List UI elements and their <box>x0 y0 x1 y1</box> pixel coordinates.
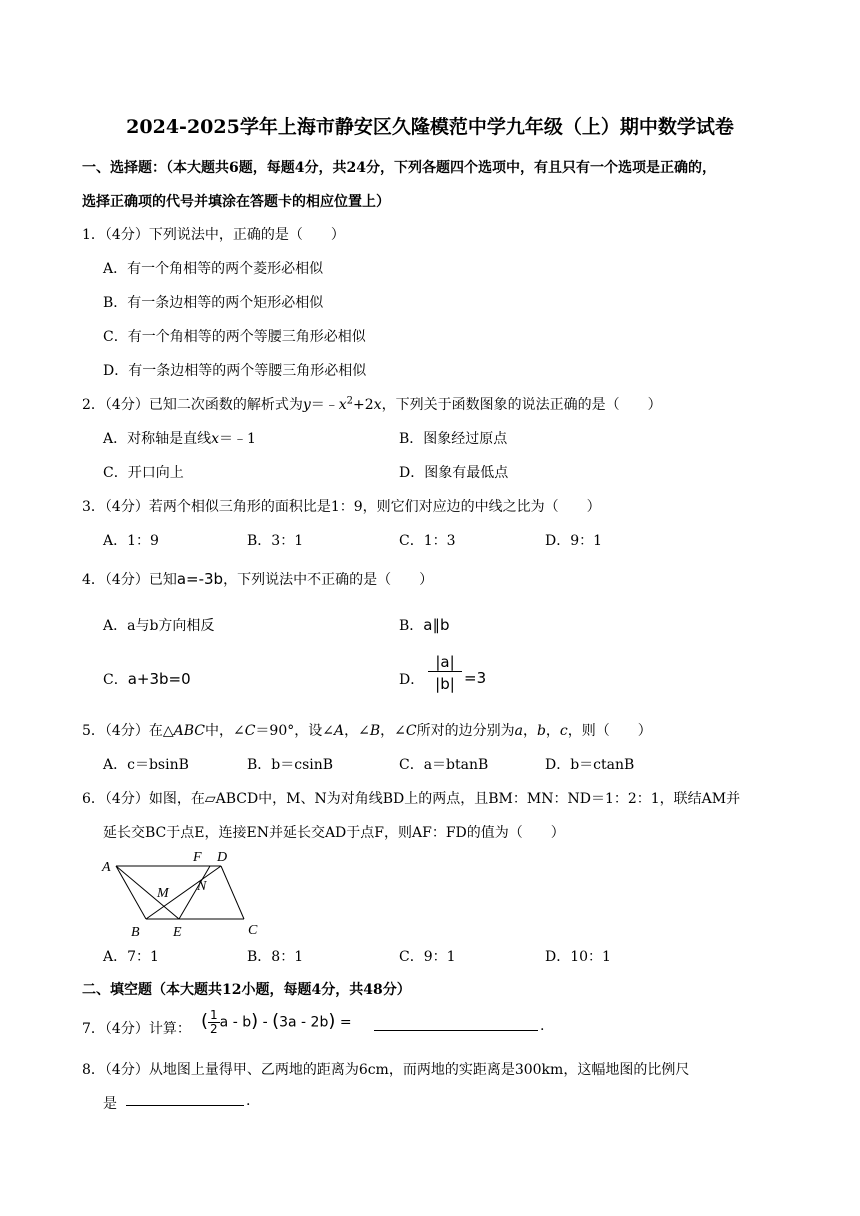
q6-option-a: A．7：1 <box>103 949 159 965</box>
q5-side-a: a <box>514 723 523 739</box>
q4-option-c <box>103 669 191 689</box>
q5-option-c: C．a＝btanB <box>399 757 489 773</box>
q5-text3: ，∠ <box>344 723 370 739</box>
q6-option-d: D．10：1 <box>545 949 611 965</box>
q7-frac-num: 1 <box>210 1008 218 1022</box>
section1-heading-line1: 一、选择题：（本大题共6题，每题4分，共24分，下列各题四个选项中，有且只有一个选项是正确的， <box>82 160 716 176</box>
q2-option-d: D．图象有最低点 <box>399 465 509 481</box>
q8-stem-line2: 是 <box>103 1096 117 1112</box>
q2-eq: ＝﹣ <box>310 397 339 413</box>
q5-side-b: b <box>536 723 546 739</box>
q5-angle-c2: C <box>405 723 417 739</box>
label-f: F <box>193 850 202 865</box>
q2-y: y <box>302 397 311 413</box>
q4-option-a <box>103 615 214 635</box>
q3-option-d: D．9：1 <box>545 533 603 549</box>
q3-option-b: B．3：1 <box>247 533 304 549</box>
label-e: E <box>173 925 182 936</box>
q2-exponent: 2 <box>346 395 354 407</box>
q1-stem: 1．（4分）下列说法中，正确的是（ ） <box>82 227 345 243</box>
q5-option-b: B．b＝csinB <box>247 757 334 773</box>
q6-option-b: B．8：1 <box>247 949 304 965</box>
q2-suffix: ，下列关于函数图象的说法正确的是（ ） <box>381 397 662 413</box>
q4-stem <box>82 569 433 589</box>
label-m: M <box>157 886 169 901</box>
q4-suffix: ，下列说法中不正确的是（ ） <box>223 572 434 588</box>
q5-tail: ，则（ ） <box>567 723 652 739</box>
q4-option-a-label: A． <box>103 618 128 634</box>
q5-sep2: ， <box>545 723 560 739</box>
q4-option-c-text: a+3b=0 <box>127 670 191 688</box>
q4-option-a-text: a与b方向相反 <box>127 618 215 634</box>
q6-stem-line1: 6．（4分）如图，在▱ABCD中，M、N为对角线BD上的两点，且BM：MN：ND＝1：2：1，联结AM并 <box>82 791 741 807</box>
q4-prefix: 4．（4分）已知 <box>82 572 177 588</box>
q2-option-a-var: x <box>211 431 220 447</box>
q2-prefix: 2．（4分）已知二次函数的解析式为 <box>82 397 303 413</box>
q7-prefix: 7．（4分）计算： <box>82 1021 191 1037</box>
q7-answer-blank[interactable] <box>374 1016 538 1031</box>
q5-stem <box>82 720 652 740</box>
q4-given-vector: a=-3b <box>176 570 224 588</box>
q4-option-d-rhs: =3 <box>464 669 487 687</box>
q5-side-c: c <box>559 723 568 739</box>
q7-expression: ( $\frac{1}{2}$ a - b) - (3a - 2b) = <box>201 1008 352 1036</box>
q2-option-a <box>103 428 256 448</box>
q1-option-d: D．有一条边相等的两个等腰三角形必相似 <box>103 363 367 379</box>
q1-option-a: A．有一个角相等的两个菱形必相似 <box>103 261 324 277</box>
q8-suffix: . <box>246 1093 251 1109</box>
q2-option-a-tail: ＝﹣1 <box>219 431 256 447</box>
q6-parallelogram-figure <box>98 846 268 936</box>
side-dc <box>221 866 244 919</box>
q4-option-d-denominator: |b| <box>435 675 455 693</box>
q2-option-a-text: A．对称轴是直线 <box>103 431 212 447</box>
q5-text1: 中，∠ <box>204 723 245 739</box>
q5-angle-c: C <box>244 723 256 739</box>
q5-text2: ＝90°，设∠ <box>255 723 334 739</box>
q7-frac-den: 2 <box>210 1022 218 1036</box>
q4-option-b-text: a∥b <box>423 616 450 634</box>
side-ba <box>116 866 146 919</box>
q2-option-b: B．图象经过原点 <box>399 431 508 447</box>
q4-option-d-label: D． <box>399 672 425 688</box>
q5-angle-b: B <box>369 723 381 739</box>
q5-angle-a: A <box>333 723 345 739</box>
q3-stem: 3．（4分）若两个相似三角形的面积比是1：9，则它们对应边的中线之比为（ ） <box>82 499 601 515</box>
q4-option-b-label: B． <box>399 618 424 634</box>
q5-option-a: A．c＝bsinB <box>103 757 189 773</box>
section1-heading-line2: 选择正确项的代号并填涂在答题卡的相应位置上） <box>82 194 390 210</box>
q2-plus: +2 <box>353 397 374 413</box>
label-n: N <box>197 879 207 894</box>
q4-option-d-numerator: |a| <box>428 653 462 672</box>
page-title: 2024-2025学年上海市静安区久隆模范中学九年级（上）期中数学试卷 <box>126 116 734 138</box>
q8-stem-line1: 8．（4分）从地图上量得甲、乙两地的距离为6cm，而两地的实距离是300km，这幅地图的比例尺 <box>82 1062 690 1078</box>
q2-x2: x <box>373 397 382 413</box>
q1-option-b: B．有一条边相等的两个矩形必相似 <box>103 295 324 311</box>
label-c: C <box>248 923 258 936</box>
label-d: D <box>217 850 228 865</box>
q5-text4: ，∠ <box>380 723 406 739</box>
q4-option-b <box>399 615 450 635</box>
label-a: A <box>102 860 111 875</box>
q1-option-c: C．有一个角相等的两个等腰三角形必相似 <box>103 329 366 345</box>
q6-option-c: C．9：1 <box>399 949 456 965</box>
q4-option-c-label: C． <box>103 672 128 688</box>
q5-text5: 所对的边分别为 <box>416 723 515 739</box>
line-ae <box>116 866 179 919</box>
q3-option-a: A．1：9 <box>103 533 159 549</box>
q5-option-d: D．b＝ctanB <box>545 757 635 773</box>
q8-answer-blank[interactable] <box>126 1091 244 1106</box>
q6-stem-line2: 延长交BC于点E，连接EN并延长交AD于点F，则AF：FD的值为（ ） <box>103 825 565 841</box>
q2-option-c: C．开口向上 <box>103 465 184 481</box>
q2-stem <box>82 394 662 414</box>
label-b: B <box>131 925 140 936</box>
q5-triangle: ABC <box>173 723 205 739</box>
q7-suffix: . <box>540 1018 545 1034</box>
q2-x: x <box>338 397 347 413</box>
section2-heading: 二、填空题（本大题共12小题，每题4分，共48分） <box>82 982 411 998</box>
q3-option-c: C．1：3 <box>399 533 456 549</box>
q5-prefix: 5．（4分）在△ <box>82 723 174 739</box>
q5-sep1: ， <box>522 723 537 739</box>
